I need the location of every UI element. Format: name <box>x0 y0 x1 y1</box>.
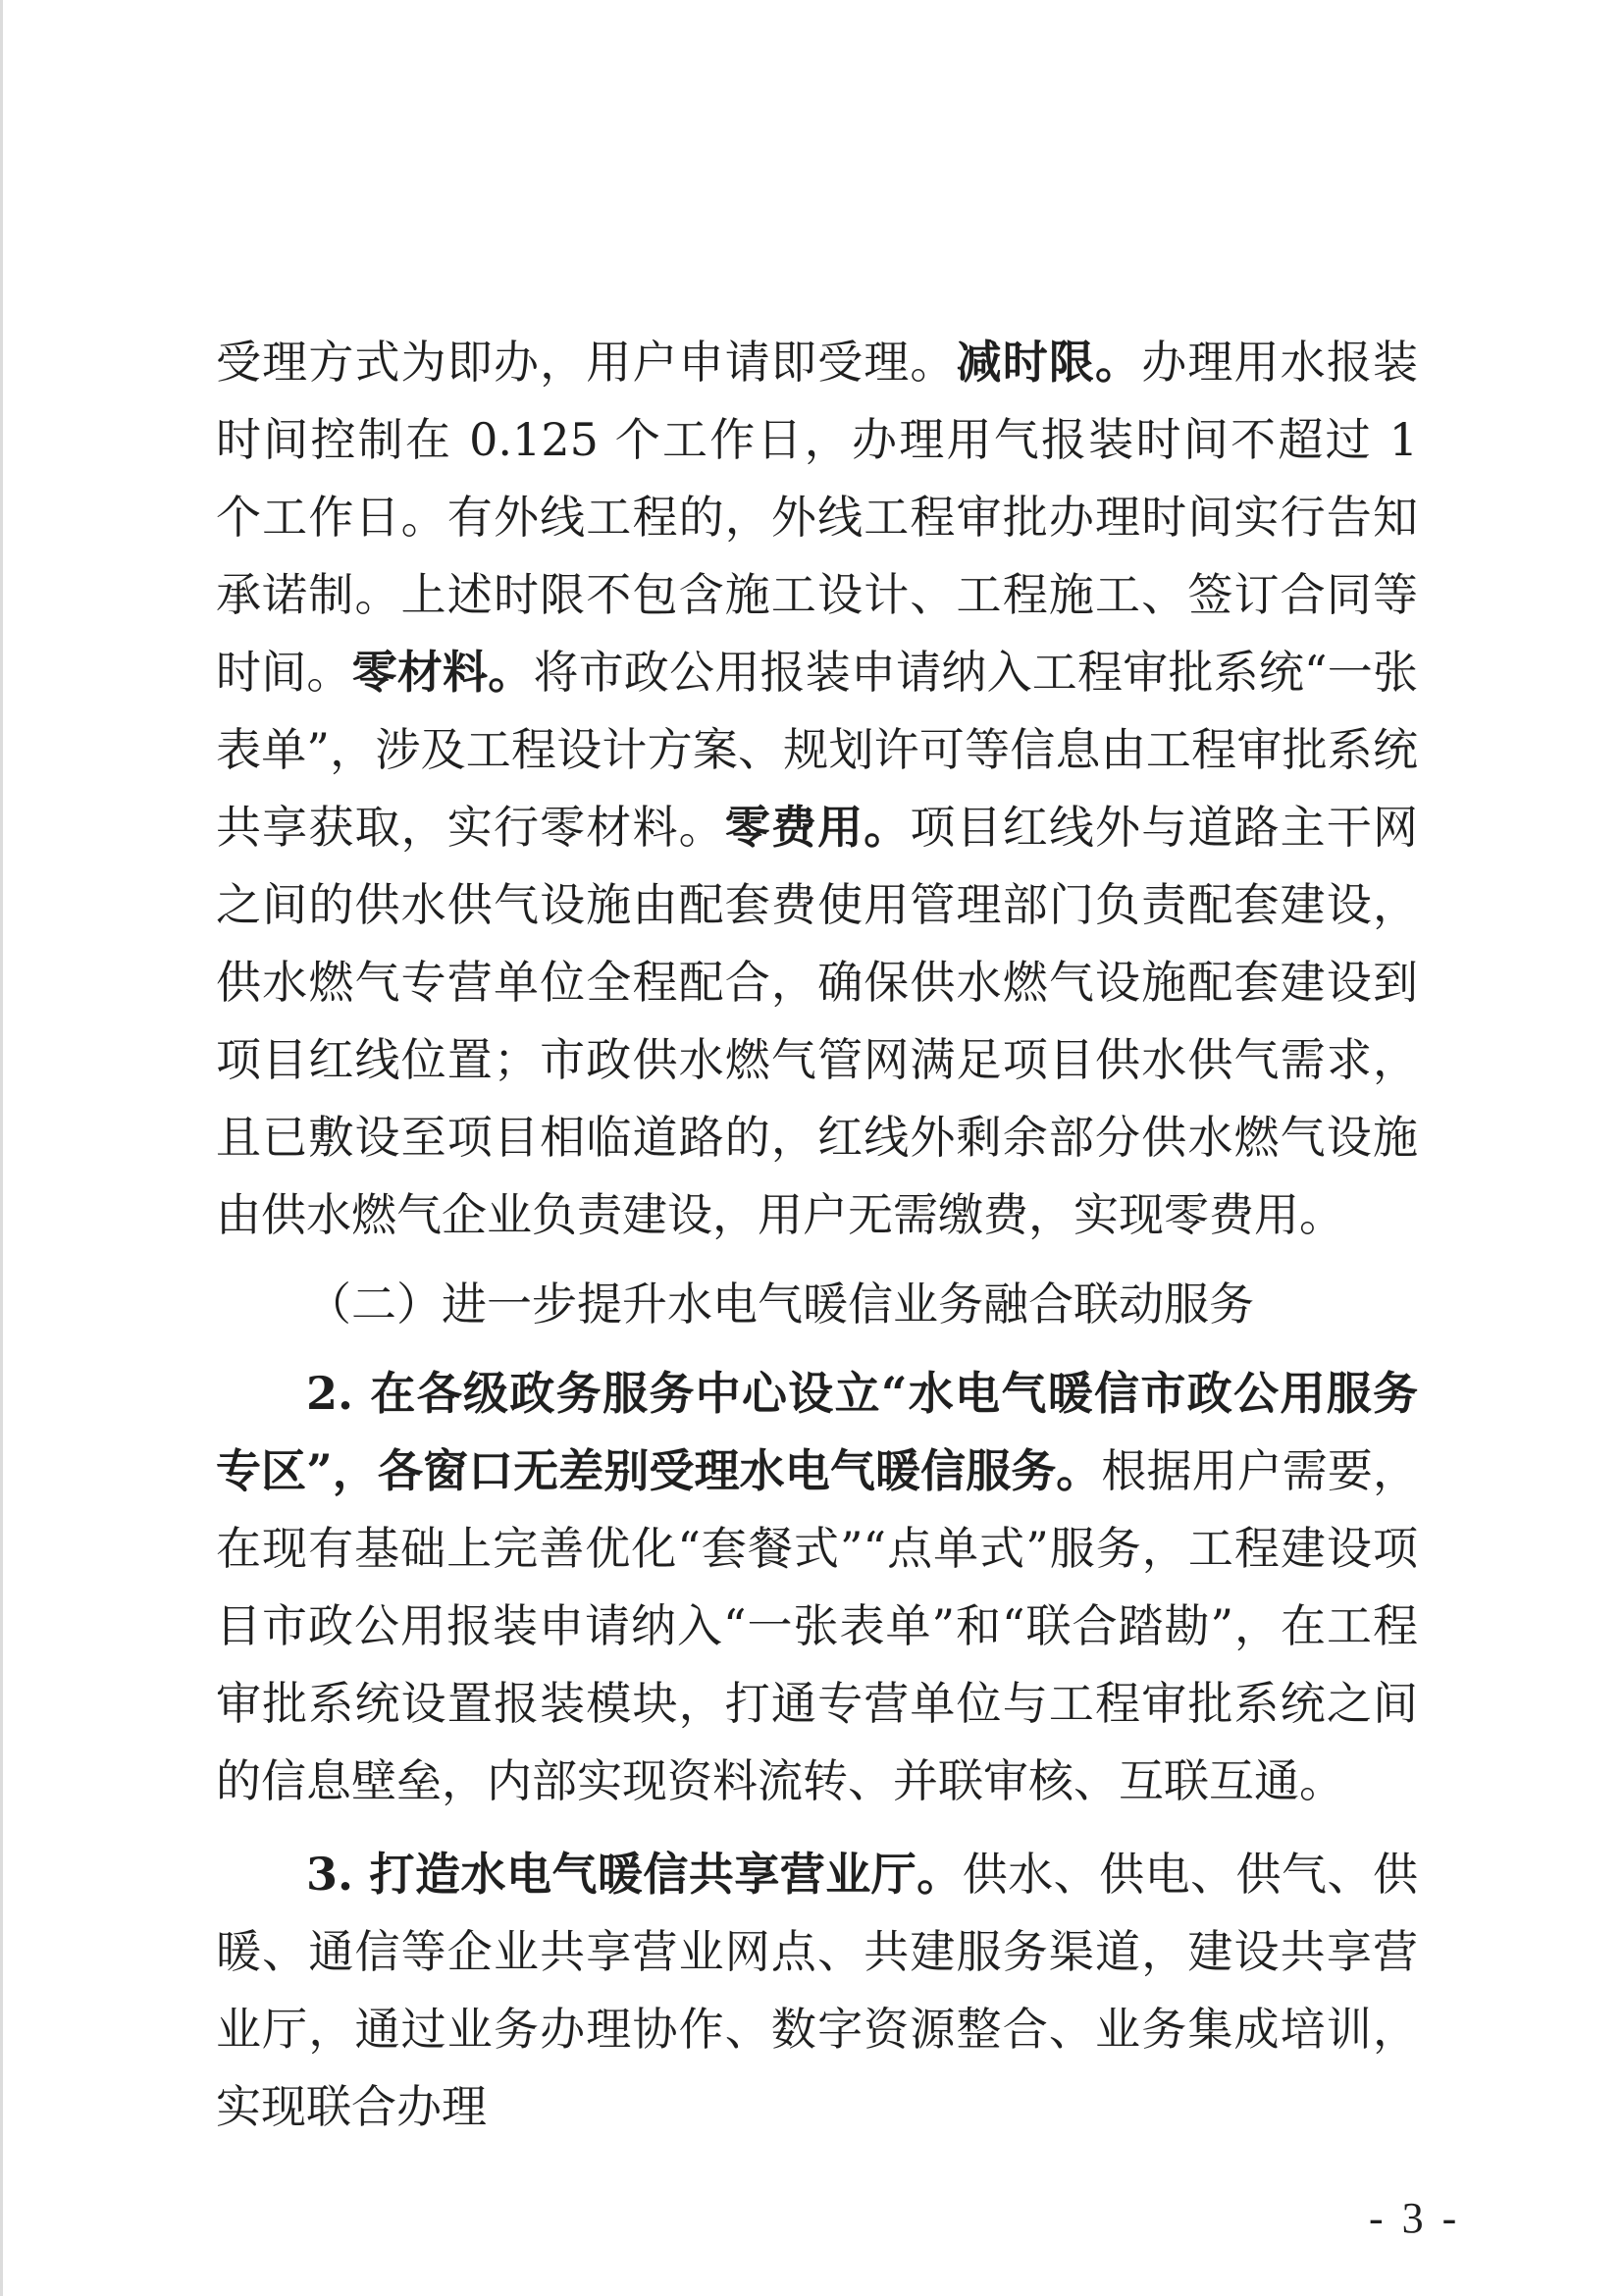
para-text-3: 将市政公用报装申请纳入工程审批系统“一张表单”，涉及工程设计方案、规划许可等信息由工程审批系统共享获取，实行零材料。 <box>216 646 1418 854</box>
item-3-title: 3. 打造水电气暖信共享营业厅。 <box>306 1848 963 1901</box>
section-heading: （二）进一步提升水电气暖信业务融合联动服务 <box>306 1278 1254 1331</box>
para-text-2: 办理用水报装时间控制在 0.125 个工作日，办理用气报装时间不超过 1 个工作日。有外线工程的，外线工程审批办理时间实行告知承诺制。上述时限不包含施工设计、工程施工、签订合同等时间。 <box>216 336 1419 699</box>
paragraph-time-material-cost <box>216 324 1418 1254</box>
page-edge <box>0 0 3 2296</box>
bold-zero-material: 零材料。 <box>351 646 534 699</box>
item-2-title: 2. 在各级政务服务中心设立“水电气暖信市政公用服务专区”，各窗口无差别受理水电气暖信服务。 <box>216 1367 1418 1497</box>
item-3-paragraph <box>216 1836 1418 2146</box>
para-text-4: 项目红线外与道路主干网之间的供水供气设施由配套费使用管理部门负责配套建设，供水燃气专营单位全程配合，确保供水燃气设施配套建设到项目红线位置；市政供水燃气管网满足项目供水供气需求，且已敷设至项目相临道路的，红线外剩余部分供水燃气设施由供水燃气企业负责建设，用户无需缴费，实现零费用。 <box>216 801 1419 1241</box>
bold-zero-cost: 零费用。 <box>724 801 911 854</box>
para-text-1: 受理方式为即办，用户申请即受理。 <box>216 336 957 389</box>
item-2-paragraph <box>216 1355 1418 1820</box>
document-body <box>216 324 1418 2146</box>
item-3-text: 供水、供电、供气、供暖、通信等企业共享营业网点、共建服务渠道，建设共享营业厅，通过业务办理协作、数字资源整合、业务集成培训，实现联合办理 <box>216 1848 1418 2133</box>
item-2-text: 根据用户需要，在现有基础上完善优化“套餐式”“点单式”服务，工程建设项目市政公用报装申请纳入“一张表单”和“联合踏勘”，在工程审批系统设置报装模块，打通专营单位与工程审批系统之间的信息壁垒，内部实现资料流转、并联审核、互联互通。 <box>216 1444 1418 1807</box>
page-number: - 3 - <box>1369 2194 1461 2242</box>
bold-reduce-time: 减时限。 <box>956 336 1142 389</box>
